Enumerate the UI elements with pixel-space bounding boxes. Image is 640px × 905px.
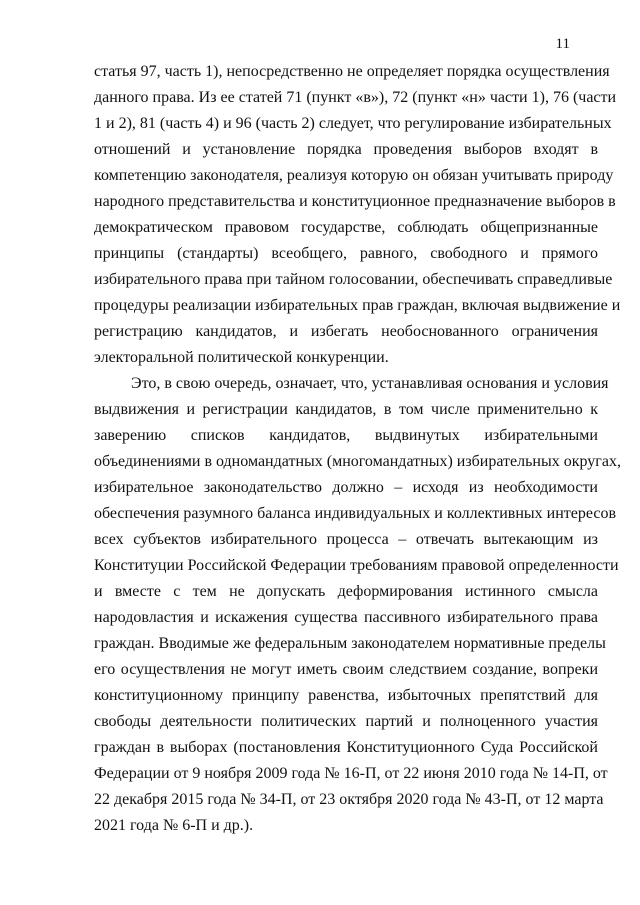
text-line-last: электоральной политической конкуренции. bbox=[94, 349, 389, 366]
text-line: компетенцию законодателя, реализуя которую он обязан учитывать природу bbox=[94, 167, 614, 184]
body-text bbox=[94, 59, 621, 839]
text-line: Конституции Российской Федерации требованиям правовой определенности bbox=[94, 557, 619, 574]
text-line: принципы (стандарты) всеобщего, равного, свободного и прямого bbox=[94, 245, 598, 262]
text-line: данного права. Из ее статей 71 (пункт «в»), 72 (пункт «н» части 1), 76 (части bbox=[94, 89, 617, 106]
page-number: 11 bbox=[555, 36, 570, 52]
text-line: демократическом правовом государстве, соблюдать общепризнанные bbox=[94, 219, 598, 236]
text-line: обеспечения разумного баланса индивидуальных и коллективных интересов bbox=[94, 505, 617, 522]
paragraph-1 bbox=[94, 59, 621, 371]
text-line: статья 97, часть 1), непосредственно не определяет порядка осуществления bbox=[94, 63, 610, 80]
text-line: граждан в выборах (постановления Конституционного Суда Российской bbox=[94, 739, 598, 756]
text-line: объединениями в одномандатных (многомандатных) избирательных округах, bbox=[94, 453, 621, 470]
text-line: всех субъектов избирательного процесса – отвечать вытекающим из bbox=[94, 531, 598, 548]
text-line: 1 и 2), 81 (часть 4) и 96 (часть 2) следует, что регулирование избирательных bbox=[94, 115, 612, 132]
text-line: конституционному принципу равенства, избыточных препятствий для bbox=[94, 687, 598, 704]
text-line: процедуры реализации избирательных прав граждан, включая выдвижение и bbox=[94, 297, 621, 314]
text-line: народного представительства и конституционное предназначение выборов в bbox=[94, 193, 616, 210]
text-line: отношений и установление порядка проведения выборов входят в bbox=[94, 141, 598, 158]
text-line: и вместе с тем не допускать деформирования истинного смысла bbox=[94, 583, 598, 600]
text-line: 22 декабря 2015 года № 34-П, от 23 октября 2020 года № 43-П, от 12 марта bbox=[94, 791, 604, 808]
text-line: регистрацию кандидатов, и избегать необоснованного ограничения bbox=[94, 323, 598, 340]
text-line: свободы деятельности политических партий и полноценного участия bbox=[94, 713, 598, 730]
text-line: избирательное законодательство должно – исходя из необходимости bbox=[94, 479, 598, 496]
text-line: его осуществления не могут иметь своим следствием создание, вопреки bbox=[94, 661, 598, 678]
text-line-first: Это, в свою очередь, означает, что, устанавливая основания и условия bbox=[131, 375, 609, 392]
paragraph-2 bbox=[94, 371, 621, 839]
text-line: народовластия и искажения существа пассивного избирательного права bbox=[94, 609, 598, 626]
text-line: избирательного права при тайном голосовании, обеспечивать справедливые bbox=[94, 271, 613, 288]
text-line: граждан. Вводимые же федеральным законодателем нормативные пределы bbox=[94, 635, 606, 652]
text-line-last: 2021 года № 6-П и др.). bbox=[94, 817, 254, 834]
text-line: Федерации от 9 ноября 2009 года № 16-П, от 22 июня 2010 года № 14-П, от bbox=[94, 765, 608, 782]
text-line: заверению списков кандидатов, выдвинутых избирательными bbox=[94, 427, 598, 444]
text-line: выдвижения и регистрации кандидатов, в том числе применительно к bbox=[94, 401, 598, 418]
